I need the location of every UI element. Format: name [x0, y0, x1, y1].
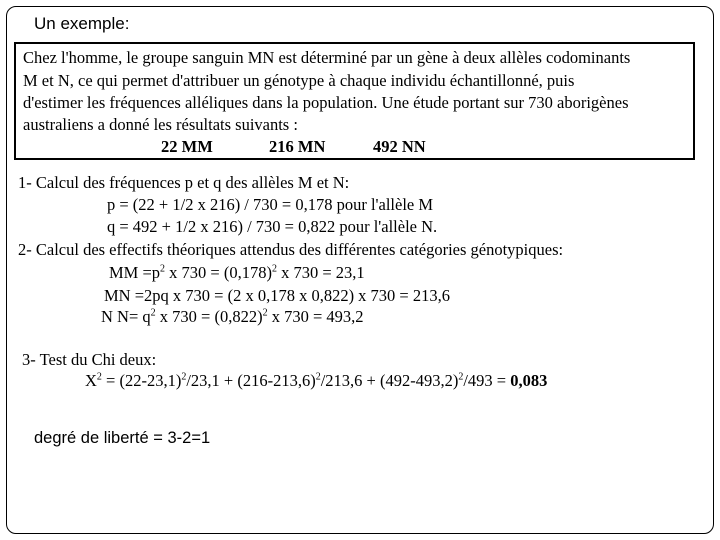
intro-box [14, 42, 695, 160]
intro-line-3: d'estimer les fréquences alléliques dans la population. Une étude portant sur 730 aborigènes [23, 93, 629, 112]
nn-calculation: N $N= q^2$ x $730 = (0,822)^2$ x 730 = 493,2 [101, 307, 364, 326]
p-calculation: p = (22 + 1/2 x 216) / 730 = 0,178 pour l'allèle M [107, 195, 434, 214]
section3-title: 3- Test du Chi deux: [22, 350, 157, 369]
chi-square-formula: $X^2 = (22-23,1)^2/23,1 + (216-213,6)^2/213,6 + (492-493,2)^2/493 = 0,083$ [85, 371, 548, 390]
mn-calculation: MN =2pq x 730 = (2 x 0,178 x 0,822) x 730 = 213,6 [104, 286, 450, 305]
section1-title: 1- Calcul des fréquences p et q des allèles M et N: [18, 173, 350, 192]
count-nn: 492 NN [373, 137, 426, 156]
count-mn: 216 MN [269, 137, 326, 156]
intro-line-4: australiens a donné les résultats suivants : [23, 115, 298, 134]
chi-square-result: 0,083 [510, 371, 548, 390]
mm-calculation: MM $=p^2$ x $730 = (0,178)^2$ x 730 = 23,1 [109, 263, 365, 282]
intro-line-2: M et N, ce qui permet d'attribuer un génotype à chaque individu échantillonné, puis [23, 71, 575, 90]
example-heading: Un exemple: [34, 14, 130, 33]
q-calculation: q = 492 + 1/2 x 216) / 730 = 0,822 pour l'allèle N. [107, 217, 438, 236]
degrees-of-freedom: degré de liberté = 3-2=1 [34, 429, 211, 447]
section2-title: 2- Calcul des effectifs théoriques attendus des différentes catégories génotypiques: [18, 240, 564, 259]
count-mm: 22 MM [161, 137, 213, 156]
intro-line-1: Chez l'homme, le groupe sanguin MN est déterminé par un gène à deux allèles codominants [23, 48, 631, 67]
